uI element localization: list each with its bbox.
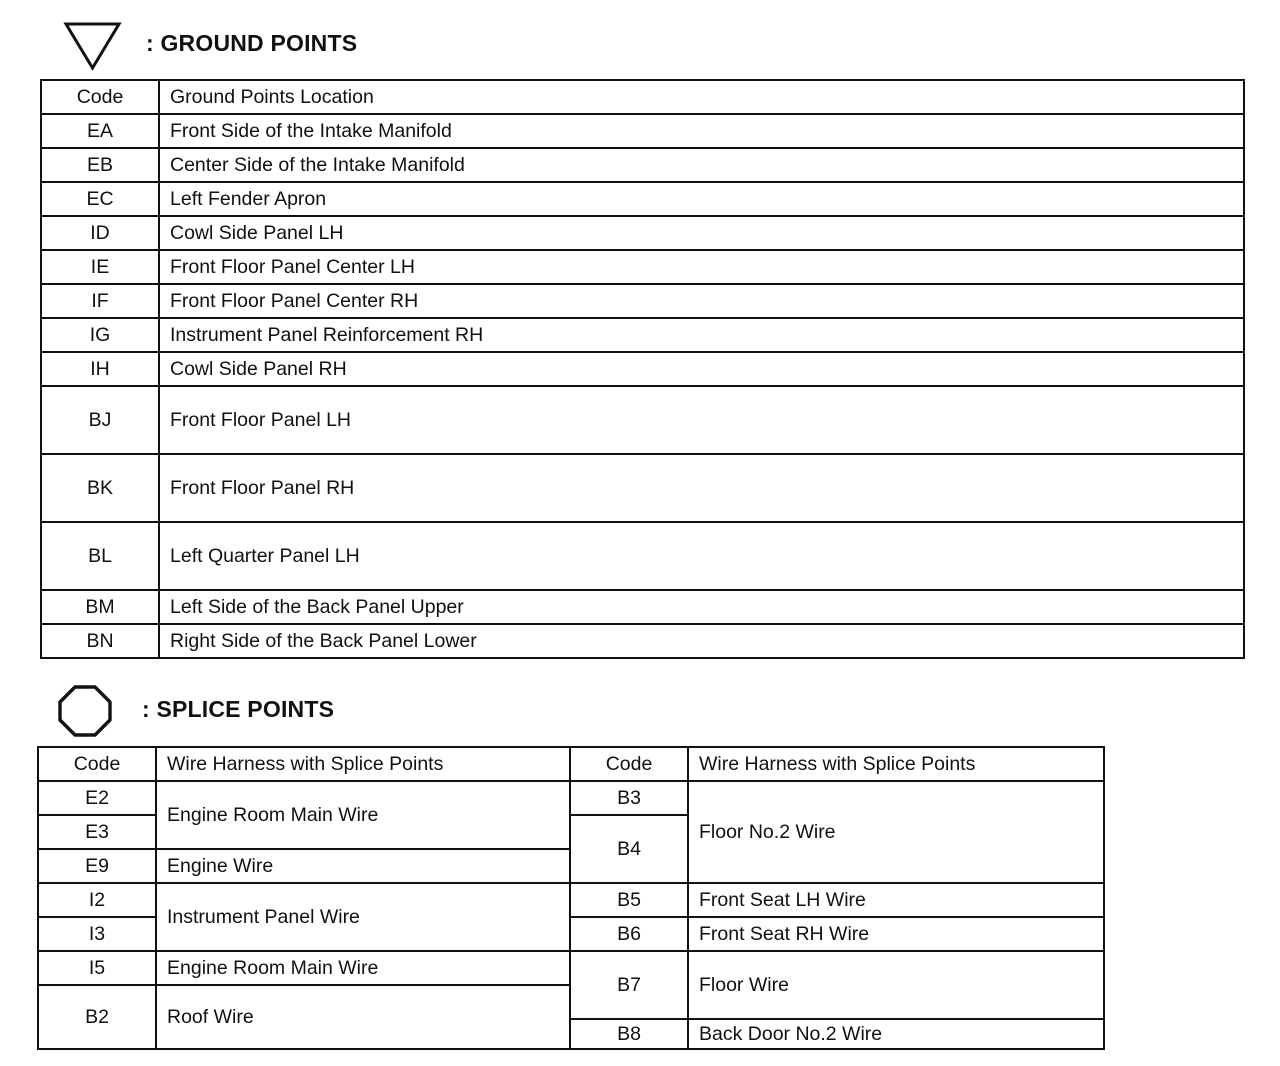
ground-location: Instrument Panel Reinforcement RH (159, 318, 1244, 352)
ground-code: IE (41, 250, 159, 284)
ground-location: Cowl Side Panel RH (159, 352, 1244, 386)
table-row (38, 883, 1104, 917)
splice-code: I2 (38, 883, 156, 917)
splice-code: B8 (570, 1019, 688, 1049)
splice-harness: Engine Room Main Wire (156, 781, 570, 849)
splice-harness: Instrument Panel Wire (156, 883, 570, 951)
ground-location: Front Side of the Intake Manifold (159, 114, 1244, 148)
table-row (41, 454, 1244, 522)
table-row (41, 216, 1244, 250)
column-header-harness: Wire Harness with Splice Points (156, 747, 570, 781)
ground-code: BL (41, 522, 159, 590)
ground-location: Left Side of the Back Panel Upper (159, 590, 1244, 624)
table-row (38, 781, 1104, 815)
ground-code: EB (41, 148, 159, 182)
splice-harness: Front Seat RH Wire (688, 917, 1104, 951)
table-row (38, 951, 1104, 985)
column-header-code: Code (570, 747, 688, 781)
splice-harness: Roof Wire (156, 985, 570, 1049)
ground-code: BN (41, 624, 159, 658)
splice-harness: Back Door No.2 Wire (688, 1019, 1104, 1049)
splice-code: E2 (38, 781, 156, 815)
splice-points-table (37, 746, 1105, 1050)
splice-harness: Floor Wire (688, 951, 1104, 1019)
ground-code: IG (41, 318, 159, 352)
ground-code: BJ (41, 386, 159, 454)
ground-code: IH (41, 352, 159, 386)
ground-points-table (40, 79, 1245, 659)
ground-location: Cowl Side Panel LH (159, 216, 1244, 250)
ground-location: Front Floor Panel LH (159, 386, 1244, 454)
splice-code: I5 (38, 951, 156, 985)
splice-code: E9 (38, 849, 156, 883)
column-header-harness: Wire Harness with Splice Points (688, 747, 1104, 781)
splice-harness: Engine Wire (156, 849, 570, 883)
splice-code: B4 (570, 815, 688, 883)
ground-location: Center Side of the Intake Manifold (159, 148, 1244, 182)
ground-code: ID (41, 216, 159, 250)
ground-location: Front Floor Panel RH (159, 454, 1244, 522)
octagon-icon (57, 684, 113, 738)
ground-location: Front Floor Panel Center LH (159, 250, 1244, 284)
table-row (41, 182, 1244, 216)
splice-harness: Front Seat LH Wire (688, 883, 1104, 917)
table-row (41, 148, 1244, 182)
ground-code: EA (41, 114, 159, 148)
ground-code: BM (41, 590, 159, 624)
column-header-code: Code (41, 80, 159, 114)
table-header-row (41, 80, 1244, 114)
splice-code: B3 (570, 781, 688, 815)
table-row (41, 522, 1244, 590)
column-header-code: Code (38, 747, 156, 781)
ground-location: Left Quarter Panel LH (159, 522, 1244, 590)
splice-code: B6 (570, 917, 688, 951)
table-row (41, 590, 1244, 624)
table-row (41, 114, 1244, 148)
splice-harness: Floor No.2 Wire (688, 781, 1104, 883)
table-row (41, 318, 1244, 352)
ground-code: IF (41, 284, 159, 318)
splice-harness: Engine Room Main Wire (156, 951, 570, 985)
ground-code: EC (41, 182, 159, 216)
splice-code: I3 (38, 917, 156, 951)
table-row (41, 250, 1244, 284)
ground-location: Left Fender Apron (159, 182, 1244, 216)
table-row (41, 386, 1244, 454)
splice-code: E3 (38, 815, 156, 849)
splice-code: B5 (570, 883, 688, 917)
splice-code: B7 (570, 951, 688, 1019)
ground-code: BK (41, 454, 159, 522)
ground-location: Front Floor Panel Center RH (159, 284, 1244, 318)
column-header-location: Ground Points Location (159, 80, 1244, 114)
table-row (41, 624, 1244, 658)
table-row (41, 352, 1244, 386)
splice-code: B2 (38, 985, 156, 1049)
ground-location: Right Side of the Back Panel Lower (159, 624, 1244, 658)
down-triangle-icon (62, 20, 124, 72)
ground-points-title: : GROUND POINTS (146, 30, 358, 56)
splice-points-title: : SPLICE POINTS (142, 696, 335, 722)
table-header-row (38, 747, 1104, 781)
table-row (41, 284, 1244, 318)
